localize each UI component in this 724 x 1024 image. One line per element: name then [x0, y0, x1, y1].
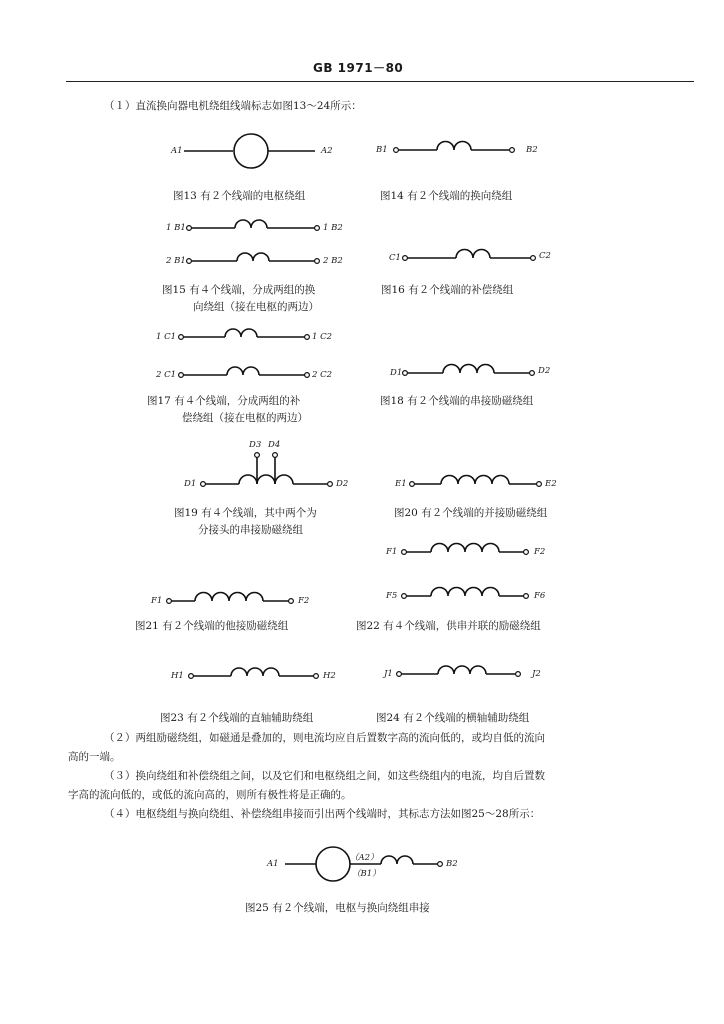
fig25-label-a1: A1: [267, 859, 279, 869]
fig15-label-r1-right: 1 B2: [323, 223, 343, 233]
fig22-coil-row1: [402, 544, 529, 555]
fig22-caption: 图22 有４个线端，供串并联的励磁绕组: [356, 620, 541, 632]
fig17-label-r2-right: 2 C2: [312, 370, 333, 380]
fig18-label-d1: D1: [390, 368, 403, 378]
fig22-label-r1-right: F2: [534, 547, 546, 557]
fig17-label-r1-left: 1 C1: [156, 332, 177, 342]
fig21-label-f2: F2: [298, 596, 310, 606]
fig16-coil: [403, 250, 536, 261]
fig21-caption: 图21 有２个线端的他接励磁绕组: [135, 620, 289, 632]
fig13-armature-symbol: [184, 134, 315, 168]
fig14-coil: [394, 142, 515, 153]
fig20-label-e2: E2: [545, 479, 557, 489]
fig17-caption-line1: 图17 有４个线端，分成两组的补: [147, 395, 301, 407]
fig17-caption-line2: 偿绕组（接在电枢的两边）: [182, 412, 308, 424]
fig17-label-r2-left: 2 C1: [156, 370, 177, 380]
fig22-label-r1-left: F1: [386, 547, 398, 557]
fig19-caption-line1: 图19 有４个线端，其中两个为: [174, 507, 317, 519]
fig19-caption-line2: 分接头的串接励磁绕组: [198, 524, 303, 536]
fig22-coil-row2: [402, 588, 529, 599]
fig16-label-c2: C2: [539, 251, 551, 261]
paragraph-3-line2: 字高的流向低的，或低的流向高的，则所有极性将是正确的。: [68, 789, 352, 801]
paragraph-2-line1: （２）两组励磁绕组，如磁通是叠加的，则电流均应自后置数字高的流向低的，或均自低的流向: [104, 732, 545, 744]
fig18-label-d2: D2: [538, 366, 551, 376]
paragraph-1: （１）直流换向器电机绕组线端标志如图13～24所示：: [104, 100, 362, 112]
fig21-coil: [167, 593, 294, 604]
fig25-caption: 图25 有２个线端，电枢与换向绕组串接: [245, 902, 430, 914]
fig14-caption: 图14 有２个线端的换向绕组: [380, 190, 513, 202]
paragraph-4: （４）电枢绕组与换向绕组、补偿绕组串接而引出两个线端时，其标志方法如图25～28所示：: [104, 808, 541, 820]
paragraph-2-line2: 高的一端。: [68, 751, 121, 763]
fig22-label-r2-right: F6: [534, 591, 546, 601]
fig23-label-h1: H1: [171, 671, 184, 681]
fig19-tapped-coil: [201, 453, 333, 487]
paragraph-3-line1: （３）换向绕组和补偿绕组之间，以及它们和电枢绕组之间，如这些绕组内的电流，均自后置数: [104, 770, 545, 782]
fig16-caption: 图16 有２个线端的补偿绕组: [381, 284, 514, 296]
fig19-label-d4: D4: [268, 440, 281, 450]
fig21-label-f1: F1: [151, 596, 163, 606]
fig24-caption: 图24 有２个线端的横轴辅助绕组: [376, 712, 530, 724]
fig19-label-d1: D1: [184, 479, 197, 489]
fig25-label-a2: （A2）: [350, 853, 379, 863]
fig24-label-j2: J2: [532, 669, 541, 679]
fig13-caption: 图13 有２个线端的电枢绕组: [173, 190, 306, 202]
standard-number: GB 1971－80: [313, 61, 404, 75]
fig20-coil: [410, 476, 542, 487]
fig17-coil-row2: [179, 367, 310, 377]
fig14-label-b1: B1: [376, 145, 388, 155]
fig16-label-c1: C1: [389, 253, 401, 263]
fig19-label-d3: D3: [249, 440, 262, 450]
fig25-label-b2: B2: [446, 859, 458, 869]
fig15-coil-row2: [187, 253, 320, 263]
fig24-coil: [397, 666, 521, 676]
fig13-label-a1: A1: [171, 146, 183, 156]
fig15-caption-line2: 向绕组（接在电枢的两边）: [193, 301, 319, 313]
fig18-coil: [403, 365, 535, 376]
fig17-label-r1-right: 1 C2: [312, 332, 333, 342]
fig23-coil: [189, 668, 319, 678]
fig17-coil-row1: [179, 329, 310, 339]
fig15-coil-row1: [187, 220, 320, 230]
fig15-label-r2-right: 2 B2: [323, 256, 343, 266]
fig18-caption: 图18 有２个线端的串接励磁绕组: [380, 395, 534, 407]
fig15-label-r1-left: 1 B1: [166, 223, 186, 233]
fig23-label-h2: H2: [323, 671, 336, 681]
fig25-label-b1: （B1）: [352, 869, 381, 879]
fig22-label-r2-left: F5: [386, 591, 398, 601]
fig23-caption: 图23 有２个线端的直轴辅助绕组: [160, 712, 314, 724]
fig13-label-a2: A2: [321, 146, 333, 156]
fig15-label-r2-left: 2 B1: [166, 256, 186, 266]
fig24-label-j1: J1: [384, 669, 393, 679]
fig19-label-d2: D2: [336, 479, 349, 489]
fig14-label-b2: B2: [526, 145, 538, 155]
fig15-caption-line1: 图15 有４个线端，分成两组的换: [162, 284, 316, 296]
fig20-label-e1: E1: [395, 479, 407, 489]
fig20-caption: 图20 有２个线端的并接励磁绕组: [394, 507, 548, 519]
